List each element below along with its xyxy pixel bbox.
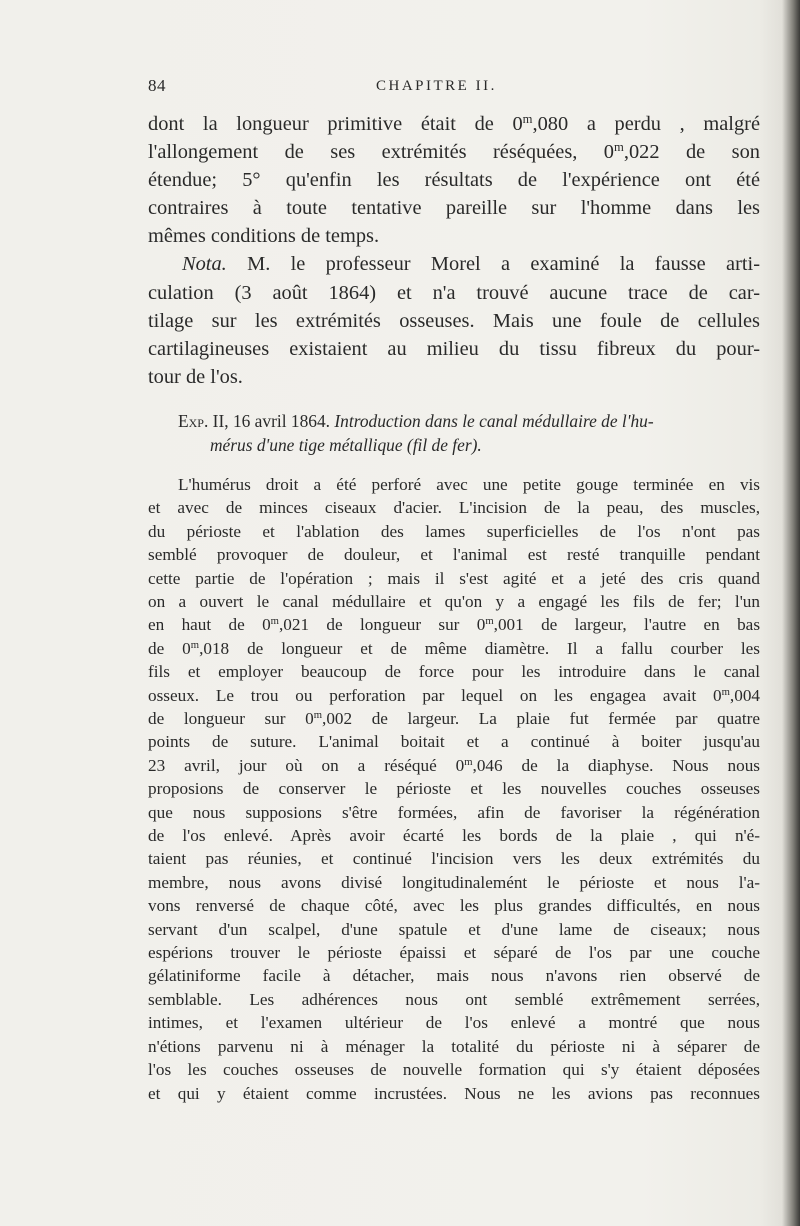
text-line: fils et employer beaucoup de force pour les introduire dans le canal [148,662,760,682]
text-line: mêmes conditions de temps. [148,225,380,248]
text-line: culation (3 août 1864) et n'a trouvé aucune trace de car- [148,281,760,304]
text-line: osseux. Le trou ou perforation par lequel on les engagea avait 0$^m$,004 [148,685,760,705]
paragraph-nota [148,250,760,390]
text-line: points de suture. L'animal boitait et a continué à boiter jusqu'au [148,732,760,752]
text-line: dont la longueur primitive était de 0$^m$,080 a perdu , malgré [148,112,760,135]
text-line: cette partie de l'opération ; mais il s'est agité et a jeté des cris quand [148,568,760,588]
experiment-label: Exp. [178,410,209,431]
page-body [148,110,760,1105]
text-line: intimes, et l'examen ultérieur de l'os enlevé a montré que nous [148,1013,760,1033]
experiment-heading [148,409,760,457]
text-line: de l'os enlevé. Après avoir écarté les bords de la plaie , qui n'é- [148,826,760,846]
text-line [148,250,760,278]
text-line: et avec de minces ciseaux d'acier. L'incision de la peau, des muscles, [148,498,760,518]
text-line: gélatiniforme facile à détacher, mais nous n'avons rien observé de [148,966,760,986]
text-line: tour de l'os. [148,365,243,388]
nota-text: M. le professeur Morel a examiné la fausse arti- [226,253,760,276]
experiment-title: Introduction dans le canal médullaire de l'hu- [334,410,654,431]
paragraph-conclusion [148,110,760,250]
experiment-heading-line [148,409,760,433]
paragraph-experiment-report [148,473,760,1105]
text-line: proposions de conserver le périoste et les nouvelles couches osseuses [148,779,760,799]
text-line: vons renversé de chaque côté, avec les plus grandes difficultés, en nous [148,896,760,916]
text-line: tilage sur les extrémités osseuses. Mais une foule de cellules [148,309,760,332]
text-line: l'allongement de ses extrémités réséquées, 0$^m$,022 de son [148,140,760,164]
text-line: semblable. Les adhérences nous ont semblé extrêmement serrées, [148,989,760,1009]
text-line: et qui y étaient comme incrustées. Nous ne les avions pas reconnues [148,1083,760,1103]
text-line: de 0$^m$,018 de longueur et de même diamètre. Il a fallu courber les [148,638,761,658]
nota-label: Nota. [182,253,227,276]
text-line: membre, nous avons divisé longitudinalemént le périoste et nous l'a- [148,872,760,892]
text-line: en haut de 0$^m$,021 de longueur sur 0$^m$,001 de largeur, l'autre en bas [148,615,761,635]
text-line: l'os les couches osseuses de nouvelle formation qui s'y étaient déposées [148,1060,760,1080]
text-line: du périoste et l'ablation des lames superficielles de l'os n'ont pas [148,521,760,541]
text-line: que nous supposions s'être formées, afin de favoriser la régénération [148,802,760,822]
text-line: servant d'un scalpel, d'une spatule et d'une lame de ciseaux; nous [148,919,760,939]
text-line: de longueur sur 0$^m$,002 de largeur. La plaie fut fermée par quatre [148,709,761,728]
text-line: on a ouvert le canal médullaire et qu'on y a engagé les fils de fer; l'un [148,591,760,611]
text-line: semblé provoquer de douleur, et l'animal est resté tranquille pendant [148,545,760,565]
text-line: cartilagineuses existaient au milieu du tissu fibreux du pour- [148,337,760,360]
page-edge-shadow [782,0,800,1226]
text-line: n'étions parvenu ni à ménager la totalité du périoste ni à séparer de [148,1036,760,1056]
text-line: étendue; 5° qu'enfin les résultats de l'expérience ont été [148,169,760,192]
text-line: espérions trouver le périoste épaissi et séparé de l'os par une couche [148,943,760,963]
experiment-title-continued: mérus d'une tige métallique (fil de fer). [210,434,482,455]
running-title: CHAPITRE II. [376,78,497,94]
text-line: 23 avril, jour où on a réséqué 0$^m$,046 de la diaphyse. Nous nous [148,755,760,775]
text-line [148,473,760,496]
page-header [148,76,748,104]
text-line-content: L'humérus droit a été perforé avec une petite gouge terminée en vis [178,474,760,494]
page-number: 84 [148,76,166,95]
text-line: contraires à toute tentative pareille sur l'homme dans les [148,197,760,220]
experiment-number-date: II, 16 avril 1864. [208,410,335,431]
text-line: taient pas réunies, et continué l'incision vers les deux extrémités du [148,849,760,869]
